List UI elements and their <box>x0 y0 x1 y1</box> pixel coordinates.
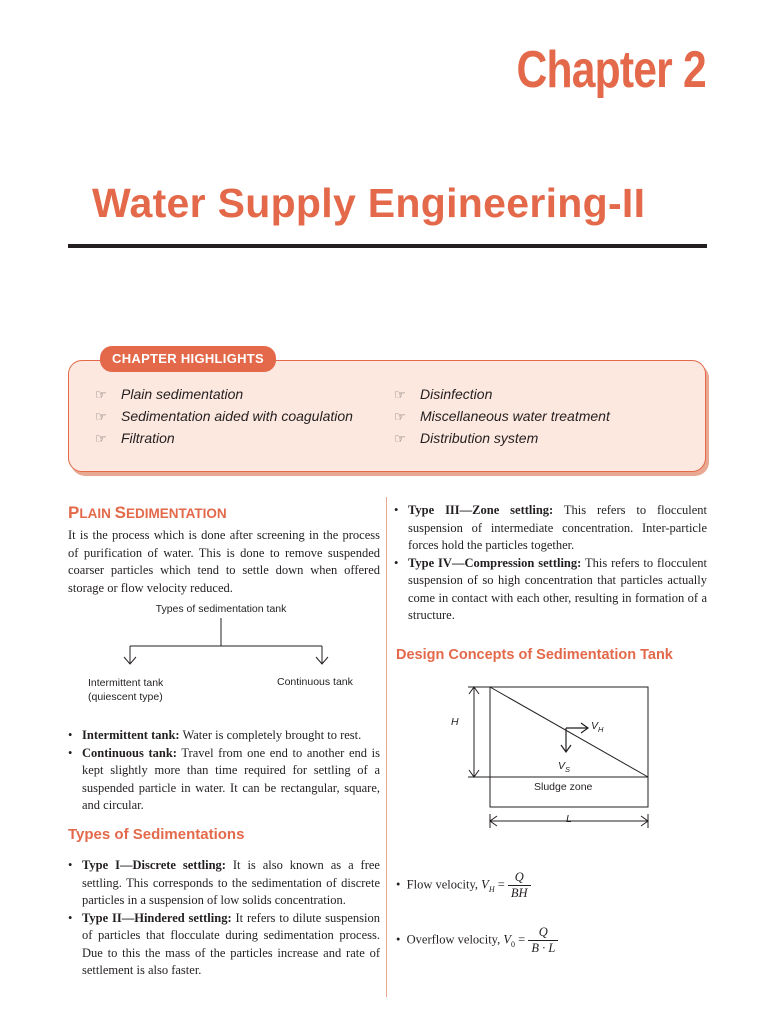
pointing-hand-icon: ☞ <box>95 387 107 402</box>
highlight-item <box>394 385 492 403</box>
sludge-zone-label: Sludge zone <box>534 781 593 793</box>
tree-left-node: Intermittent tank (quiescent type) <box>88 677 164 703</box>
horizontal-velocity-label: $V_H$ <box>591 720 604 735</box>
pointing-hand-icon: ☞ <box>95 431 107 446</box>
pointing-hand-icon: ☞ <box>394 409 406 424</box>
settling-type-list-continued <box>394 502 707 625</box>
highlight-item <box>394 429 538 447</box>
settling-velocity-label: $V_S$ <box>558 760 571 775</box>
column-divider <box>386 497 387 997</box>
section-title-types-of-sedimentations: Types of Sedimentations <box>68 826 245 843</box>
highlight-item <box>394 407 610 425</box>
length-label: L <box>566 813 572 825</box>
section-title-design-concepts: Design Concepts of Sedimentation Tank <box>396 647 673 663</box>
highlight-text: Sedimentation aided with coagulation <box>121 408 353 424</box>
tree-right-node: Continuous tank <box>277 676 353 688</box>
flow-velocity-formula: • Flow velocity, $V_H$ = $\frac{Q}{BH}$ <box>396 870 531 901</box>
highlight-text: Distribution system <box>420 430 539 446</box>
chapter-title: Water Supply Engineering-II <box>92 180 646 226</box>
chapter-label: Chapter 2 <box>516 41 706 99</box>
highlight-item <box>95 429 175 447</box>
overflow-velocity-formula: • Overflow velocity, $V_0$ = $\frac{Q}{B \cdot L}$ <box>396 925 558 956</box>
tree-root-label: Types of sedimentation tank <box>155 603 287 615</box>
pointing-hand-icon: ☞ <box>95 409 107 424</box>
list-item: • Type I—Discrete settling: It is also known as a free settling. This corresponds to the sedimentation of discrete particles in a suspension of low solids concentration. <box>68 858 380 907</box>
chapter-highlights-tab: CHAPTER HIGHLIGHTS <box>100 346 276 372</box>
pointing-hand-icon: ☞ <box>394 387 406 402</box>
intro-paragraph: It is the process which is done after screening in the process of purification of water. This is done to remove suspended coarser particles which tend to settle down when offered storage or flow velocity reduced. <box>68 528 380 595</box>
title-divider <box>68 244 707 248</box>
list-item: • Type III—Zone settling: This refers to flocculent suspension of intermediate concentration. Inter-particle forces hold the particles together. <box>394 503 707 552</box>
list-item: • Type IV—Compression settling: This refers to flocculent suspension of so high concentration that particles actually come in contact with each other, resulting in formation of a structure. <box>394 555 707 622</box>
highlight-text: Miscellaneous water treatment <box>420 408 610 424</box>
highlight-item <box>95 407 353 425</box>
list-item: • Type II—Hindered settling: It refers to dilute suspension of particles that flocculate during sedimentation process. Due to this the mass of the particles increase and rate of settlement is also faster. <box>68 910 380 977</box>
highlight-text: Filtration <box>121 430 175 446</box>
settling-type-list <box>68 857 380 980</box>
tree-connector-lines <box>68 618 378 670</box>
highlight-item <box>95 385 243 403</box>
highlight-text: Plain sedimentation <box>121 386 244 402</box>
tank-type-list <box>68 727 380 815</box>
list-item: • Continuous tank: Travel from one end to another end is kept slightly more than time required for settling of a suspended particle in water. It can be rectangular, square, and circular. <box>68 745 380 812</box>
highlight-text: Disinfection <box>420 386 493 402</box>
list-item: • Intermittent tank: Water is completely brought to rest. <box>68 728 362 742</box>
pointing-hand-icon: ☞ <box>394 431 406 446</box>
sedimentation-tank-diagram <box>440 680 670 835</box>
height-label: H <box>451 716 459 728</box>
section-title-plain-sedimentation: PLAIN SEDIMENTATION <box>68 503 227 522</box>
